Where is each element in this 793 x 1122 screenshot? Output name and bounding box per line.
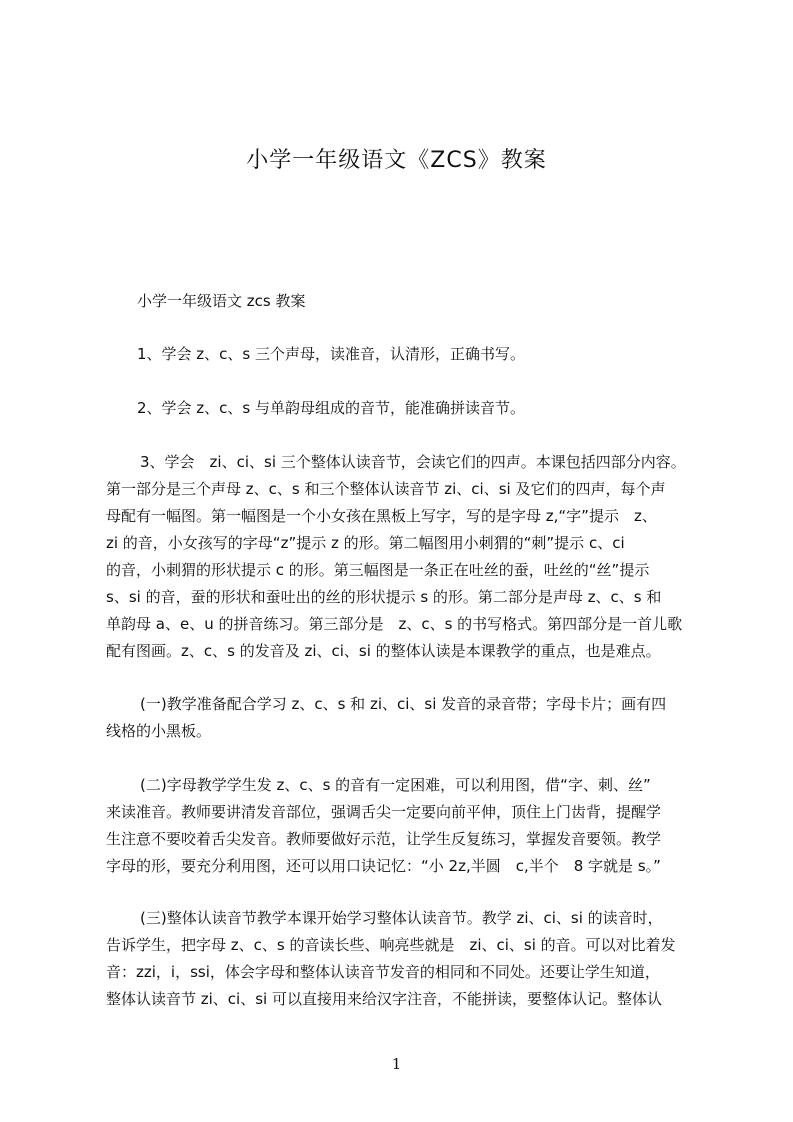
subtitle-line: 小学一年级语文 zcs 教案 bbox=[137, 292, 306, 310]
paragraph-line: 3、学会 zi、ci、si 三个整体认读音节，会读它们的四声。本课包括四部分内容。 bbox=[140, 453, 686, 471]
paragraph-line: zi 的音，小女孩写的字母“z”提示 z 的形。第二幅图用小刺猬的“刺”提示 c、ci bbox=[106, 534, 625, 552]
paragraph-line: 来读准音。教师要讲清发音部位，强调舌尖一定要向前平伸，顶住上门齿背，提醒学 bbox=[106, 803, 662, 821]
objective-2: 2、学会 z、c、s 与单韵母组成的音节，能准确拼读音节。 bbox=[137, 399, 526, 417]
paragraph-line: 整体认读音节 zi、ci、si 可以直接用来给汉字注音，不能拼读，要整体认记。整体认 bbox=[106, 990, 662, 1008]
paragraph-line: s、si 的音，蚕的形状和蚕吐出的丝的形状提示 s 的形。第二部分是声母 z、c、s 和 bbox=[106, 588, 662, 606]
paragraph-line: 配有图画。z、c、s 的发音及 zi、ci、si 的整体认读是本课教学的重点，也是难点。 bbox=[106, 642, 661, 660]
paragraph-line: 线格的小黑板。 bbox=[106, 722, 212, 740]
paragraph-line: (一)教学准备配合学习 z、c、s 和 zi、ci、si 发音的录音带；字母卡片；画有四 bbox=[140, 695, 667, 713]
paragraph-line: 母配有一幅图。第一幅图是一个小女孩在黑板上写字，写的是字母 z,“字”提示 z、 bbox=[106, 507, 657, 525]
paragraph-line: 单韵母 a、e、u 的拼音练习。第三部分是 z、c、s 的书写格式。第四部分是一首儿歌 bbox=[106, 615, 683, 633]
paragraph-line: 的音，小刺猬的形状提示 c 的形。第三幅图是一条正在吐丝的蚕，吐丝的“丝”提示 bbox=[106, 561, 650, 579]
objective-1: 1、学会 z、c、s 三个声母，读准音，认清形，正确书写。 bbox=[137, 345, 526, 363]
paragraph-line: 生注意不要咬着舌尖发音。教师要做好示范，让学生反复练习，掌握发音要领。教学 bbox=[106, 830, 662, 848]
paragraph-line: 音：zzi，i，ssi，体会字母和整体认读音节发音的相同和不同处。还要让学生知道， bbox=[106, 963, 660, 981]
paragraph-line: 第一部分是三个声母 z、c、s 和三个整体认读音节 zi、ci、si 及它们的四声，每个声 bbox=[106, 480, 666, 498]
paragraph-line: (三)整体认读音节教学本课开始学习整体认读音节。教学 zi、ci、si 的读音时， bbox=[140, 909, 663, 927]
page-number: 1 bbox=[391, 1055, 402, 1073]
paragraph-line: 字母的形，要充分利用图，还可以用口诀记忆：“小 2z,半圆 c,半个 8 字就是 s。” bbox=[106, 857, 661, 875]
document-title: 小学一年级语文《ZCS》教案 bbox=[246, 148, 547, 173]
paragraph-line: (二)字母教学学生发 z、c、s 的音有一定困难，可以利用图，借“字、刺、丝” bbox=[140, 776, 651, 794]
paragraph-line: 告诉学生，把字母 z、c、s 的音读长些、响亮些就是 zi、ci、si 的音。可以对比着发 bbox=[106, 936, 676, 954]
